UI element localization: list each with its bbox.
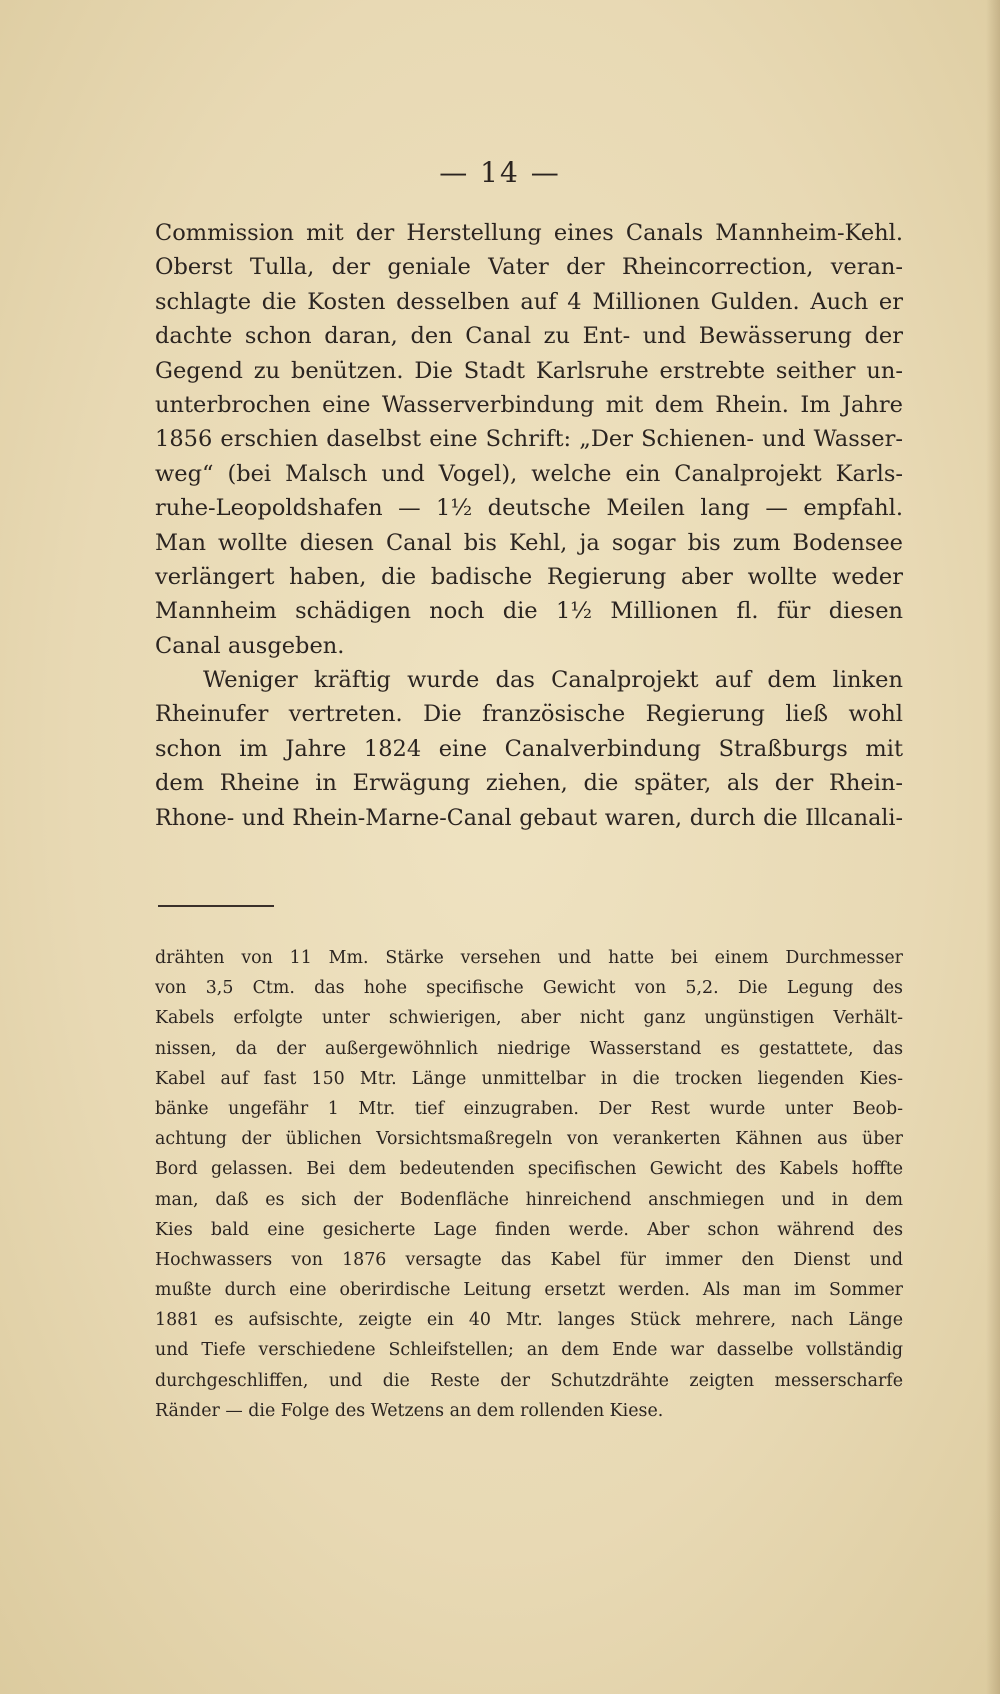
- text-line: Mannheim schädigen noch die 1½ Millionen fl. für diesen: [155, 598, 903, 625]
- text-line: Rheinufer vertreten. Die französische Regierung ließ wohl: [155, 701, 903, 728]
- text-line: weg“ (bei Malsch und Vogel), welche ein Canalprojekt Karls-: [155, 460, 903, 487]
- page-edge-shadow: [986, 0, 1000, 1694]
- text-line: 1856 erschien daselbst eine Schrift: „Der Schienen- und Wasser-: [155, 426, 903, 453]
- footnote-line: achtung der üblichen Vorsichtsmaßregeln von verankerten Kähnen aus über: [155, 1129, 903, 1150]
- footnote-line: bänke ungefähr 1 Mtr. tief einzugraben. Der Rest wurde unter Beob-: [155, 1098, 903, 1119]
- main-text: [155, 216, 903, 835]
- footnote-line: man, daß es sich der Bodenfläche hinreichend anschmiegen und in dem: [155, 1189, 903, 1210]
- footnote-line: mußte durch eine oberirdische Leitung ersetzt werden. Als man im Sommer: [155, 1280, 903, 1301]
- text-line: unterbrochen eine Wasserverbindung mit dem Rhein. Im Jahre: [155, 391, 903, 418]
- text-line: verlängert haben, die badische Regierung aber wollte weder: [155, 563, 903, 590]
- text-line: Oberst Tulla, der geniale Vater der Rheincorrection, veran-: [155, 254, 903, 281]
- footnote-line: von 3,5 Ctm. das hohe specifische Gewicht von 5,2. Die Legung des: [155, 978, 903, 999]
- footnote-line: Kies bald eine gesicherte Lage finden werde. Aber schon während des: [155, 1219, 903, 1240]
- text-line: Man wollte diesen Canal bis Kehl, ja sogar bis zum Bodensee: [155, 529, 903, 556]
- text-line: Canal ausgeben.: [155, 632, 345, 659]
- footnote-line: nissen, da der außergewöhnlich niedrige Wasserstand es gestattete, das: [155, 1038, 903, 1059]
- footnote-line: drähten von 11 Mm. Stärke versehen und hatte bei einem Durchmesser: [155, 948, 903, 968]
- text-line: dem Rheine in Erwägung ziehen, die später, als der Rhein-: [155, 770, 903, 797]
- footnote-line: und Tiefe verschiedene Schleifstellen; an dem Ende war dasselbe vollständig: [155, 1340, 903, 1361]
- footnote-line: Kabel auf fast 150 Mtr. Länge unmittelbar in die trocken liegenden Kies-: [155, 1068, 903, 1089]
- footnote-line: 1881 es aufsischte, zeigte ein 40 Mtr. langes Stück mehrere, nach Länge: [155, 1310, 903, 1331]
- footnote-line: Ränder — die Folge des Wetzens an dem rollenden Kiese.: [155, 1400, 664, 1421]
- footnote-text: [155, 943, 903, 1426]
- footnote-line: Bord gelassen. Bei dem bedeutenden specifischen Gewicht des Kabels hoffte: [155, 1159, 903, 1180]
- page-number: — 14 —: [439, 156, 561, 189]
- text-line: dachte schon daran, den Canal zu Ent- und Bewässerung der: [155, 323, 903, 350]
- footnote-line: durchgeschliffen, und die Reste der Schutzdrähte zeigten messerscharfe: [155, 1370, 903, 1391]
- text-line: Weniger kräftig wurde das Canalprojekt auf dem linken: [203, 667, 903, 694]
- text-line: ruhe-Leopoldshafen — 1½ deutsche Meilen lang — empfahl.: [155, 495, 903, 522]
- footnote-line: Hochwassers von 1876 versagte das Kabel für immer den Dienst und: [155, 1249, 903, 1270]
- text-line: Commission mit der Herstellung eines Canals Mannheim-Kehl.: [155, 220, 903, 246]
- text-line: schon im Jahre 1824 eine Canalverbindung Straßburgs mit: [155, 735, 903, 762]
- text-line: schlagte die Kosten desselben auf 4 Millionen Gulden. Auch er: [155, 288, 903, 315]
- text-line: Gegend zu benützen. Die Stadt Karlsruhe erstrebte seither un-: [155, 357, 903, 384]
- footnote-divider: [158, 905, 274, 907]
- footnote-line: Kabels erfolgte unter schwierigen, aber nicht ganz ungünstigen Verhält-: [155, 1008, 903, 1029]
- text-line: Rhone- und Rhein-Marne-Canal gebaut waren, durch die Illcanali-: [155, 804, 903, 831]
